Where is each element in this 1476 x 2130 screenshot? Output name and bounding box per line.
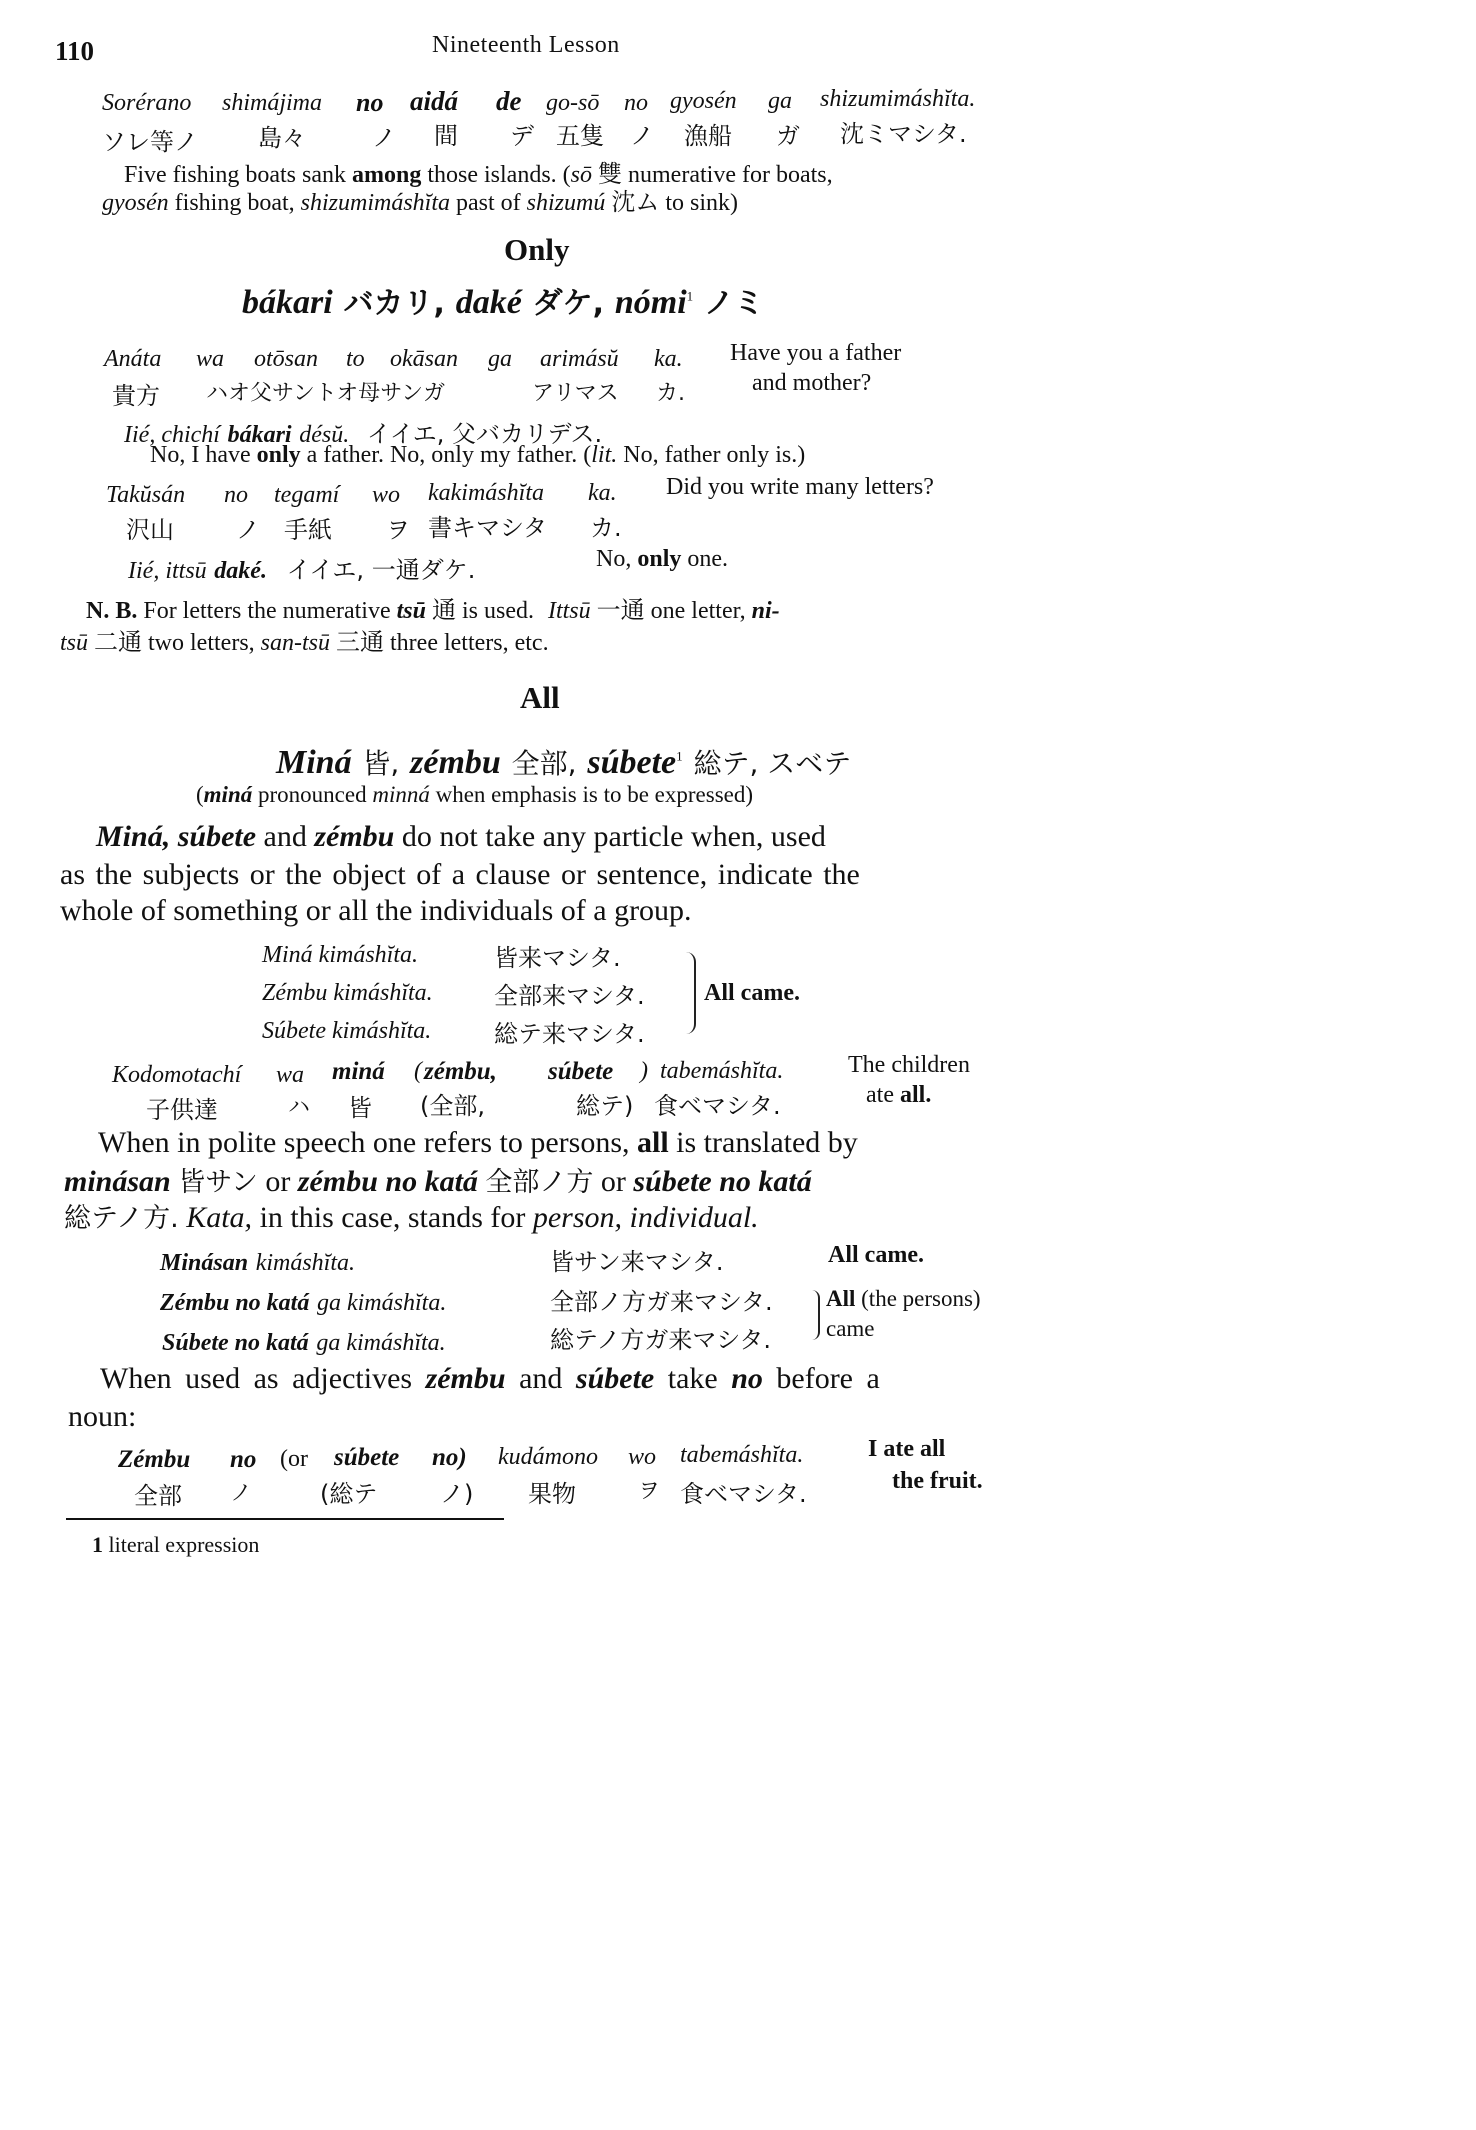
text: No, I have — [150, 442, 251, 468]
example-row — [128, 550, 475, 585]
term: daké — [455, 284, 522, 321]
term: minásan — [64, 1165, 171, 1198]
jp-word: ノ — [230, 1481, 253, 1506]
text: in this case, stands for — [259, 1201, 526, 1234]
rom-word: no — [224, 482, 248, 508]
romaji-bold: daké. — [214, 558, 267, 584]
term: Kata, — [186, 1201, 253, 1234]
paragraph-line — [64, 1160, 812, 1199]
translation — [150, 442, 805, 469]
japanese: イイエ, 父バカリデス. — [366, 420, 603, 448]
rom-word: arimásŭ — [540, 346, 619, 372]
term: bákari — [242, 284, 333, 321]
kanji: 総テノ方. — [64, 1203, 179, 1234]
term: ni- — [751, 598, 780, 624]
jp-word: ハオ父サントオ母サンガ — [206, 381, 446, 406]
text: ( — [196, 782, 204, 807]
romaji: Iié, chichí — [124, 422, 220, 448]
text: No, — [596, 546, 632, 572]
paragraph-line: as the subjects or the object of a clause or sentence, indicate the — [60, 858, 860, 891]
term: zémbu — [425, 1362, 506, 1395]
romaji: kimáshĭta. — [255, 1250, 356, 1276]
jp-word: 沈ミマシタ. — [840, 120, 967, 148]
rom-word: súbete — [548, 1058, 614, 1085]
kanji: 通 — [431, 596, 456, 624]
rom-word: aidá — [410, 86, 459, 116]
romaji: désŭ. — [299, 422, 350, 448]
only-subheading — [242, 278, 764, 322]
text: when emphasis is to be expressed) — [435, 782, 754, 807]
rom-word: ga — [768, 88, 792, 114]
rom-word: Kodomotachí — [112, 1062, 242, 1088]
rom-word: no — [230, 1446, 257, 1473]
translation: Did you write many letters? — [666, 474, 934, 500]
jp-word: ノ — [372, 124, 396, 152]
text: before a — [776, 1362, 880, 1395]
text: When used as adjectives — [100, 1362, 413, 1395]
rom-word: ) — [640, 1058, 648, 1084]
text: is translated by — [676, 1126, 858, 1159]
jp-word: ハ — [288, 1095, 311, 1120]
rom-word: no — [624, 90, 648, 116]
romaji-bold: Minásan — [160, 1250, 249, 1276]
term: sō — [570, 162, 593, 188]
rom-word: tabemáshĭta. — [660, 1058, 784, 1084]
text: For letters the numerative — [143, 598, 391, 624]
paragraph-line — [98, 1126, 858, 1160]
jp-word: カ. — [590, 514, 622, 542]
jp-word: 貴方 — [112, 382, 160, 410]
rom-word: wa — [276, 1062, 305, 1088]
translation: came — [826, 1316, 875, 1341]
footnote — [92, 1532, 259, 1558]
kanji: 二通 — [94, 628, 143, 656]
emphasis: All — [826, 1286, 856, 1311]
jp-word: カ. — [656, 381, 685, 406]
footnote-marker: 1 — [686, 288, 694, 304]
jp-word: ノ) — [440, 1480, 474, 1508]
kanji: 全部ノ方 — [485, 1167, 594, 1198]
translation — [866, 1082, 931, 1109]
jp-word: 漁船 — [684, 122, 732, 150]
text: fishing boat, — [174, 190, 295, 216]
term: Ittsū — [547, 598, 591, 624]
translation: the fruit. — [892, 1468, 983, 1494]
text: When in polite speech one refers to persons, — [98, 1126, 630, 1159]
footnote-number: 1 — [92, 1532, 103, 1557]
rom-sentence: Miná kimáshĭta. — [262, 942, 418, 968]
jp-sentence: 皆来マシタ. — [494, 944, 621, 972]
kana: ノミ — [703, 286, 764, 321]
text: do not take any particle when, used — [401, 820, 826, 853]
kanji: 総テ, スベテ — [693, 747, 852, 780]
jp-word: 全部 — [134, 1482, 182, 1510]
text: to sink) — [665, 190, 739, 216]
text: those islands. ( — [427, 162, 571, 188]
all-subheading — [276, 742, 851, 782]
paragraph-line: whole of something or all the individuals of a group. — [60, 894, 692, 927]
text: and — [519, 1362, 563, 1395]
term: zémbu no katá — [297, 1165, 478, 1198]
text: take — [667, 1362, 718, 1395]
rom-sentence: Súbete kimáshĭta. — [262, 1018, 432, 1044]
term: miná — [203, 782, 253, 807]
rom-word: go-sō — [546, 90, 600, 116]
rom-word: Zémbu — [118, 1446, 191, 1473]
jp-word: 果物 — [528, 1480, 576, 1508]
jp-word: ヲ — [386, 516, 410, 544]
jp-sentence: 全部来マシタ. — [494, 982, 645, 1010]
term: zémbu — [314, 820, 395, 853]
jp-sentence: 皆サン来マシタ. — [550, 1248, 724, 1276]
text: (the persons) — [861, 1286, 981, 1311]
term: person, — [532, 1201, 623, 1234]
term: lit. — [591, 442, 618, 468]
text: is used. — [461, 598, 534, 624]
kana: ダケ, — [532, 286, 605, 321]
term: súbete no katá — [633, 1165, 812, 1198]
term: minná — [372, 782, 430, 807]
nota-bene-cont — [60, 622, 549, 657]
japanese: イイエ, 一通ダケ. — [286, 556, 476, 584]
footnote-text: literal expression — [108, 1532, 260, 1557]
rom-word: Takŭsán — [106, 482, 186, 508]
term: shizumú — [526, 190, 606, 216]
kanji: 皆サン — [178, 1167, 258, 1198]
text: two letters, — [148, 630, 255, 656]
rom-word: gyosén — [670, 88, 737, 114]
emphasis: all. — [899, 1082, 932, 1108]
term: zémbu — [410, 744, 501, 781]
text: numerative for boats, — [628, 162, 833, 188]
text: one. — [687, 546, 729, 572]
kanji: 皆, — [362, 747, 400, 780]
romaji-bold: bákari — [227, 422, 292, 448]
translation: and mother? — [752, 370, 872, 396]
rom-word: kakimáshĭta — [428, 480, 544, 506]
romaji: Iié, ittsū — [128, 558, 207, 584]
term: súbete — [587, 744, 677, 781]
rom-word: ( — [414, 1058, 422, 1084]
kanji: 雙 — [598, 160, 623, 188]
footnote-rule — [66, 1518, 504, 1520]
running-title: Nineteenth Lesson — [432, 32, 620, 58]
rom-word: súbete — [334, 1444, 400, 1471]
paragraph-line: noun: — [68, 1400, 137, 1433]
romaji-bold: Súbete no katá — [162, 1330, 309, 1356]
rom-word: otōsan — [254, 346, 319, 372]
text: No, father only is.) — [623, 442, 806, 468]
jp-word: デ — [510, 122, 534, 150]
jp-sentence: 総テ来マシタ. — [494, 1020, 645, 1048]
jp-word: アリマス — [532, 381, 619, 406]
paragraph-line — [96, 820, 826, 854]
kanji: 沈ム — [611, 188, 660, 216]
rom-word: (or — [280, 1446, 308, 1472]
rom-sentence — [162, 1328, 446, 1357]
romaji: ga kimáshĭta. — [316, 1290, 447, 1316]
jp-word: 書キマシタ — [428, 514, 548, 542]
term: no — [731, 1362, 763, 1395]
jp-word: ノ — [630, 122, 654, 150]
rom-word: ga — [488, 346, 512, 372]
text: or — [600, 1165, 626, 1198]
emphasis: only — [256, 442, 301, 468]
term: nómi — [614, 284, 687, 321]
section-heading-only: Only — [504, 232, 570, 267]
romaji-bold: Zémbu no katá — [160, 1290, 310, 1316]
term: tsū — [60, 630, 89, 656]
rom-word: ka. — [588, 480, 617, 506]
jp-word: ノ — [236, 516, 260, 544]
nota-bene — [86, 590, 780, 625]
translation: The children — [848, 1052, 970, 1078]
rom-word: Sorérano — [102, 90, 192, 116]
term: tsū — [396, 598, 426, 624]
rom-word: tegamí — [274, 482, 340, 508]
jp-word: 食ベマシタ. — [654, 1092, 781, 1120]
rom-word: kudámono — [498, 1444, 598, 1470]
nb-label: N. B. — [86, 598, 138, 624]
term: súbete — [575, 1362, 655, 1395]
group-translation: All came. — [704, 980, 800, 1006]
rom-word: to — [346, 346, 365, 372]
text: three letters, etc. — [390, 630, 549, 656]
rom-word: miná — [332, 1058, 385, 1085]
romaji: ga kimáshĭta. — [316, 1330, 446, 1356]
brace — [812, 1290, 820, 1340]
emphasis: among — [352, 162, 422, 188]
paragraph-line — [100, 1362, 880, 1396]
jp-word: 手紙 — [284, 516, 332, 544]
rom-word: zémbu, — [424, 1058, 497, 1085]
text: past of — [456, 190, 521, 216]
section-heading-all: All — [520, 680, 560, 715]
footnote-marker: 1 — [676, 748, 683, 764]
term: gyosén — [102, 190, 169, 216]
emphasis: all — [637, 1126, 669, 1159]
text: pronounced — [258, 782, 367, 807]
jp-word: (全部, — [420, 1092, 485, 1120]
jp-sentence: 総テノ方ガ来マシタ. — [550, 1326, 771, 1354]
rom-sentence — [160, 1248, 355, 1277]
text: Five fishing boats sank — [124, 162, 346, 188]
translation: I ate all — [868, 1436, 946, 1462]
rom-sentence — [160, 1288, 446, 1317]
text: a father. No, only my father. ( — [306, 442, 592, 468]
jp-word: 間 — [434, 122, 458, 150]
jp-word: 子供達 — [146, 1096, 218, 1124]
jp-word: ソレ等ノ — [102, 128, 198, 156]
text: and — [263, 820, 307, 853]
pronunciation-note — [196, 782, 753, 808]
translation — [826, 1286, 981, 1312]
intro-gloss — [102, 182, 738, 217]
rom-word: shimájima — [222, 90, 323, 116]
text: one letter, — [650, 598, 746, 624]
jp-word: 島々 — [258, 124, 306, 152]
rom-word: Anáta — [104, 346, 162, 372]
translation: All came. — [828, 1242, 924, 1268]
term: shizumimáshĭta — [300, 190, 451, 216]
jp-word: 食ベマシタ. — [680, 1480, 807, 1508]
kana: バカリ, — [343, 286, 445, 321]
jp-word: (総テ — [320, 1480, 378, 1508]
kanji: 全部, — [511, 747, 577, 780]
text: ate — [866, 1082, 894, 1108]
rom-sentence: Zémbu kimáshĭta. — [262, 980, 433, 1006]
rom-word: okāsan — [390, 346, 458, 372]
term: individual. — [629, 1201, 759, 1234]
jp-word: 五隻 — [556, 122, 604, 150]
emphasis: only — [637, 546, 682, 572]
jp-word: 皆 — [348, 1094, 372, 1122]
jp-sentence: 全部ノ方ガ来マシタ. — [550, 1288, 773, 1316]
term: Miná — [276, 744, 352, 781]
jp-word: 総テ) — [576, 1092, 634, 1120]
term: súbete — [177, 820, 257, 853]
rom-word: ka. — [654, 346, 683, 372]
rom-word: wa — [196, 346, 225, 372]
kanji: 一通 — [596, 596, 645, 624]
translation — [596, 546, 728, 573]
term: Miná, — [96, 820, 171, 853]
rom-word: wo — [628, 1444, 657, 1470]
rom-word: tabemáshĭta. — [680, 1442, 804, 1468]
rom-word: de — [496, 86, 522, 116]
page-number: 110 — [55, 36, 95, 66]
jp-word: ヲ — [638, 1479, 661, 1504]
term: san-tsū — [260, 630, 330, 656]
kanji: 三通 — [336, 628, 384, 656]
jp-word: 沢山 — [126, 516, 174, 544]
rom-word: shizumimáshĭta. — [820, 86, 976, 112]
paragraph-line — [64, 1196, 759, 1235]
rom-word: no — [356, 88, 384, 117]
translation: Have you a father — [730, 340, 902, 366]
brace — [686, 952, 696, 1034]
jp-word: ガ — [776, 122, 800, 150]
text: or — [265, 1165, 291, 1198]
rom-word: wo — [372, 482, 401, 508]
rom-word: no) — [432, 1444, 467, 1471]
